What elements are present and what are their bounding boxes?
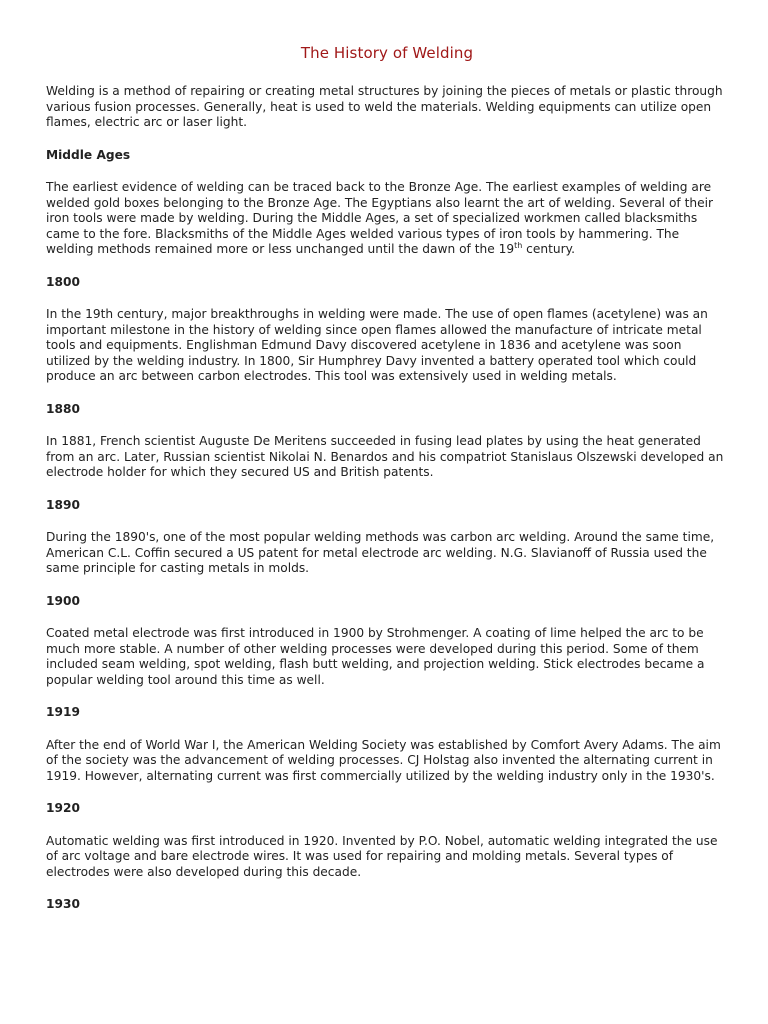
intro-paragraph: Welding is a method of repairing or creating metal structures by joining the pieces of metals or plastic through various fusion processes. Generally, heat is used to weld the materials. Welding equipments can utilize open flames, electric arc or laser light.: [46, 84, 723, 129]
section-heading-middle-ages: Middle Ages: [46, 147, 131, 162]
section-text-1890: During the 1890's, one of the most popular welding methods was carbon arc welding. Around the same time, American C.L. Coffin secured a US patent for metal electrode arc welding. N.G. Slavianoff of Russia used the same principle for casting metals in molds.: [46, 530, 715, 575]
section-heading-1890: 1890: [46, 497, 80, 512]
section-text-1920: Automatic welding was first introduced in 1920. Invented by P.O. Nobel, automatic welding integrated the use of arc voltage and bare electrode wires. It was used for repairing and molding metals. Several types of electrodes were also developed during this decade.: [46, 833, 718, 879]
section-text-1900: Coated metal electrode was first introduced in 1900 by Strohmenger. A coating of lime helped the arc to be much more stable. A number of other welding processes were developed during this period. Some of them included seam welding, spot welding, flash butt welding, and projection welding. Stick electrodes became a popular welding tool around this time as well.: [46, 626, 705, 687]
section-text-middle-ages-tail: century.: [522, 242, 575, 256]
superscript-th: th: [514, 241, 523, 250]
section-heading-1800: 1800: [46, 274, 80, 289]
document-title: The History of Welding: [300, 44, 474, 62]
section-text-middle-ages-body: The earliest evidence of welding can be traced back to the Bronze Age. The earliest examples of welding are welded gold boxes belonging to the Bronze Age. The Egyptians also learnt the art of welding. Several of their iron tools were made by welding. During the Middle Ages, a set of specialized workmen called blacksmiths came to the fore. Blacksmiths of the Middle Ages welded various types of iron tools by hammering. The welding methods remained more or less unchanged until the dawn of the 19: [46, 180, 713, 256]
document-page: [46, 43, 728, 930]
section-heading-1880: 1880: [46, 401, 80, 416]
section-heading-1919: 1919: [46, 705, 80, 719]
section-heading-1920: 1920: [46, 801, 80, 815]
section-text-1800: In the 19th century, major breakthroughs in welding were made. The use of open flames (acetylene) was an important milestone in the history of welding since open flames allowed the manufacture of intricate metal tools and equipments. Englishman Edmund Davy discovered acetylene in 1836 and acetylene was soon utilized by the welding industry. In 1800, Sir Humphrey Davy invented a battery operated tool which could produce an arc between carbon electrodes. This tool was extensively used in welding metals.: [46, 307, 708, 383]
section-text-middle-ages: [46, 180, 728, 258]
section-heading-1900: 1900: [46, 593, 80, 608]
section-text-1880: In 1881, French scientist Auguste De Meritens succeeded in fusing lead plates by using the heat generated from an arc. Later, Russian scientist Nikolai N. Benardos and his compatriot Stanislaus Olszewski developed an electrode holder for which they secured US and British patents.: [46, 434, 724, 479]
section-heading-1930: 1930: [46, 897, 80, 911]
section-text-1919: After the end of World War I, the American Welding Society was established by Comfort Avery Adams. The aim of the society was the advancement of welding processes. CJ Holstag also invented the alternating current in 1919. However, alternating current was first commercially utilized by the welding industry only in the 1930's.: [46, 737, 721, 783]
